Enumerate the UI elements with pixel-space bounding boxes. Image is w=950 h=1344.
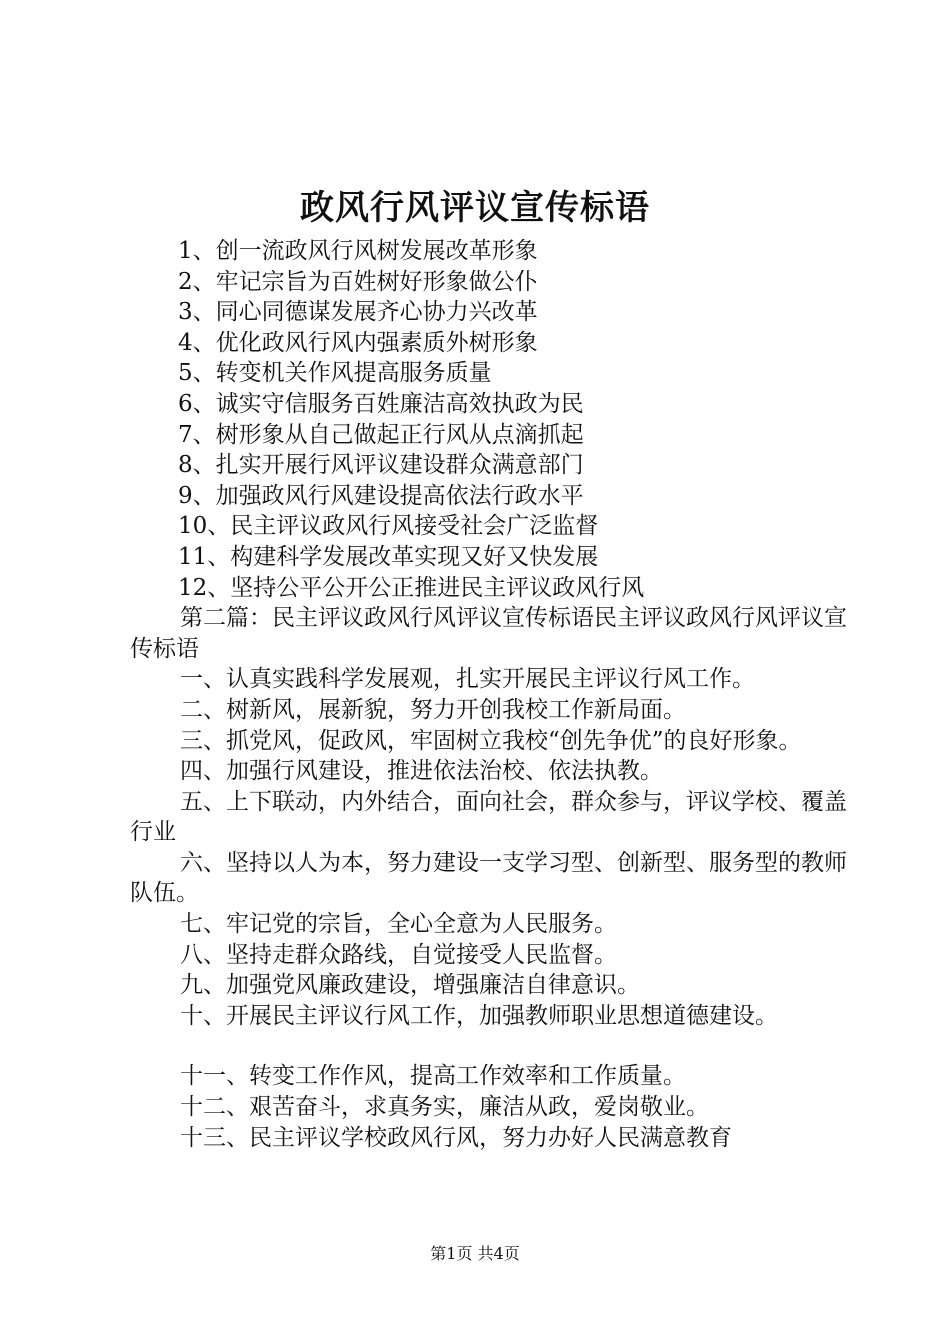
- section2-heading: 第二篇：民主评议政风行风评议宣传标语民主评议政风行风评议宣传标语: [130, 605, 847, 662]
- section2-item: 十二、艰苦奋斗，求真务实，廉洁从政，爱岗敬业。: [180, 1094, 709, 1121]
- slogan-line: 8、扎实开展行风评议建设群众满意部门: [178, 452, 584, 479]
- slogan-line: 6、诚实守信服务百姓廉洁高效执政为民: [178, 390, 584, 417]
- slogan-line: 11、构建科学发展改革实现又好又快发展: [178, 543, 599, 570]
- section2-item: 八、坚持走群众路线，自觉接受人民监督。: [180, 941, 617, 968]
- section2-item: 六、坚持以人为本，努力建设一支学习型、创新型、服务型的教师队伍。: [130, 849, 847, 907]
- section2-item: 五、上下联动，内外结合，面向社会，群众参与，评议学校、覆盖行业: [130, 788, 847, 846]
- slogan-line: 3、同心同德谋发展齐心协力兴改革: [178, 299, 538, 326]
- section2-item: 九、加强党风廉政建设，增强廉洁自律意识。: [180, 972, 640, 999]
- slogan-line: 9、加强政风行风建设提高依法行政水平: [178, 482, 584, 509]
- slogan-line: 10、民主评议政风行风接受社会广泛监督: [178, 513, 599, 540]
- section2-item: 四、加强行风建设，推进依法治校、依法执教。: [180, 758, 663, 785]
- document-body: [130, 236, 850, 1153]
- document-title: 政风行风评议宣传标语: [300, 188, 650, 228]
- section2-item: 七、牢记党的宗旨，全心全意为人民服务。: [180, 911, 617, 938]
- slogan-line: 1、创一流政风行风树发展改革形象: [178, 238, 538, 264]
- section2-item: 十一、转变工作作风，提高工作效率和工作质量。: [180, 1063, 686, 1090]
- slogan-line: 7、树形象从自己做起正行风从点滴抓起: [178, 421, 584, 448]
- section2-item: 十、开展民主评议行风工作，加强教师职业思想道德建设。: [180, 1002, 778, 1029]
- slogan-line: 4、优化政风行风内强素质外树形象: [178, 329, 538, 356]
- slogan-line: 12、坚持公平公开公正推进民主评议政风行风: [178, 574, 645, 601]
- section2-item: 三、抓党风，促政风，牢固树立我校“创先争优”的良好形象。: [180, 727, 802, 754]
- paragraph-gap: [130, 1031, 850, 1061]
- slogan-line: 2、牢记宗旨为百姓树好形象做公仆: [178, 268, 538, 295]
- section2-item: 十三、民主评议学校政风行风，努力办好人民满意教育: [180, 1124, 732, 1151]
- section2-item: 一、认真实践科学发展观，扎实开展民主评议行风工作。: [180, 666, 755, 693]
- page-footer: 第1页 共4页: [430, 1244, 520, 1263]
- slogan-line: 5、转变机关作风提高服务质量: [178, 360, 492, 387]
- section2-item: 二、树新风，展新貌，努力开创我校工作新局面。: [180, 696, 686, 723]
